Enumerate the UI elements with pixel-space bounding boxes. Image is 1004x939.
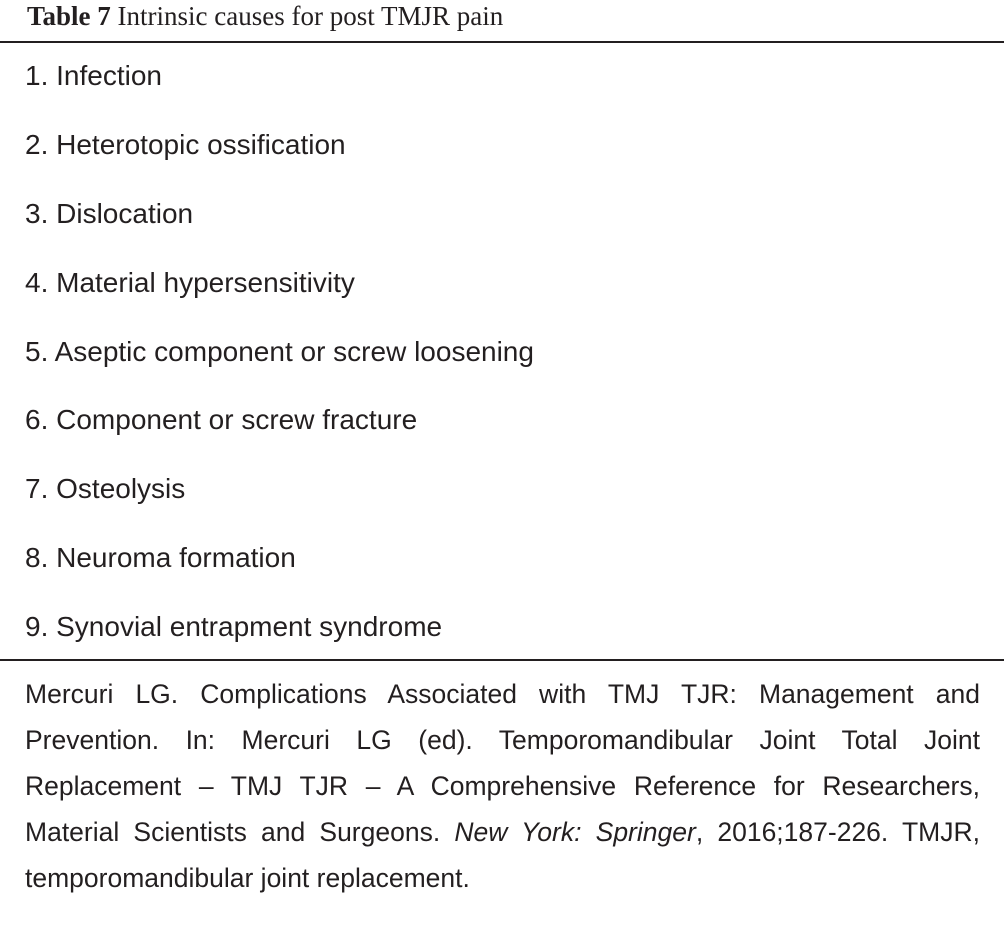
footnote-publisher: New York: Springer (454, 817, 696, 847)
footnote-abbreviation: , 2016;187-226. TMJR, temporomandibular joint replacement. (25, 817, 980, 893)
list-item: 1. Infection (25, 60, 162, 92)
list-item: 2. Heterotopic ossification (25, 129, 346, 161)
list-item: 6. Component or screw fracture (25, 404, 418, 436)
list-item: 8. Neuroma formation (25, 541, 296, 573)
list-item: 7. Osteolysis (25, 473, 186, 505)
table-footnote (25, 671, 980, 901)
list-item: 5. Aseptic component or screw loosening (25, 335, 534, 367)
footnote-citation: Mercuri LG. Complications Associated with TMJ TJR: Management and Prevention. In: Mercuri LG (ed). Temporomandibular Joint Total Joint Replacement – TMJ TJR – A Comprehensive Reference for Researchers, Material Scientists and Surgeons. (25, 679, 980, 847)
table-title: Intrinsic causes for post TMJR pain (117, 1, 504, 31)
list-item: 4. Material hypersensitivity (25, 266, 355, 298)
table-caption (27, 0, 503, 32)
list-item: 9. Synovial entrapment syndrome (25, 610, 443, 642)
table-label: Table 7 (27, 1, 111, 31)
bottom-rule (0, 659, 1004, 661)
causes-list (25, 42, 985, 661)
list-item: 3. Dislocation (25, 197, 194, 229)
